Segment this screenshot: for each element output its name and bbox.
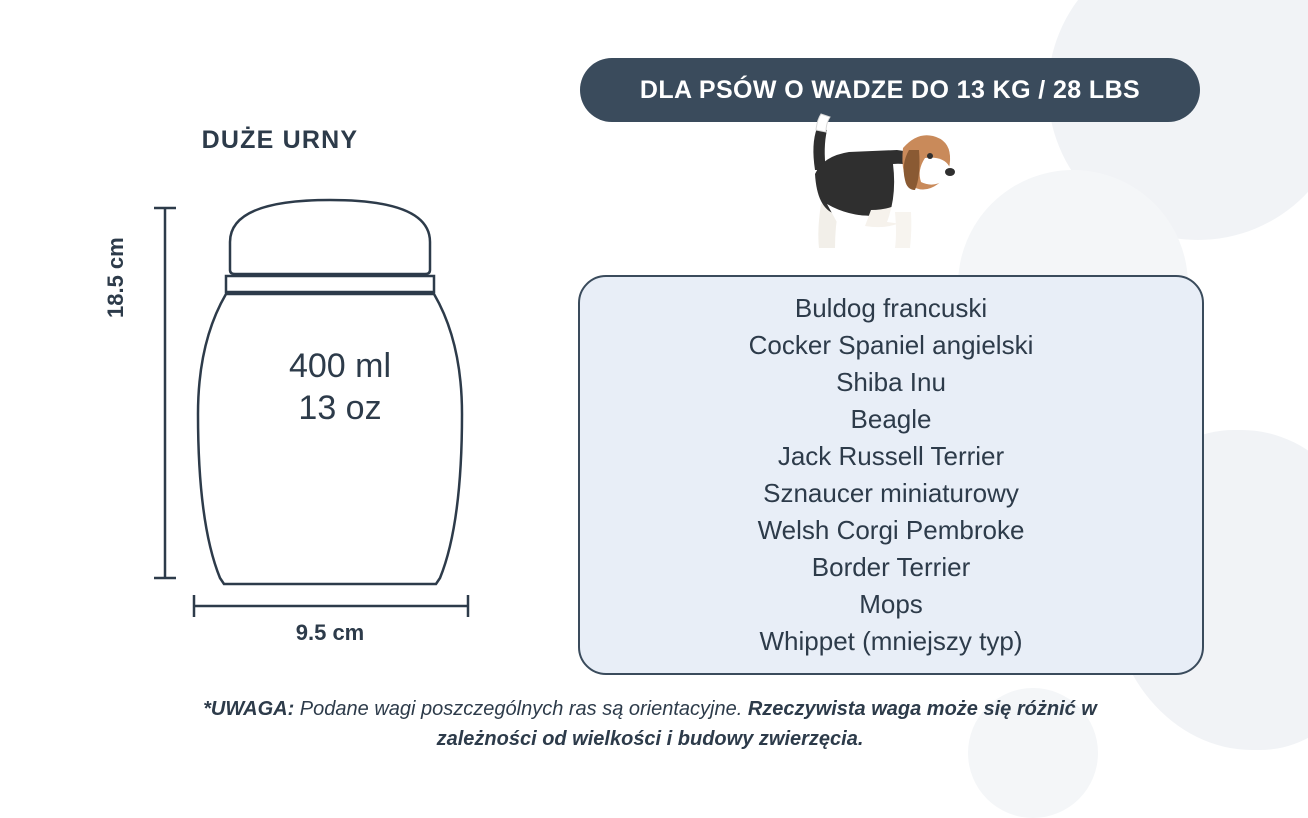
breeds-list-box	[578, 275, 1204, 675]
list-item: Shiba Inu	[836, 367, 946, 397]
urn-title: DUŻE URNY	[201, 126, 359, 154]
footnote-lead: *UWAGA:	[203, 698, 295, 720]
weight-banner-text: DLA PSÓW O WADZE DO 13 KG / 28 LBS	[639, 75, 1141, 104]
beagle-dog-illustration	[775, 112, 955, 272]
urn-neck	[226, 276, 434, 292]
list-item: Cocker Spaniel angielski	[748, 330, 1034, 360]
urn-volume-label	[205, 345, 475, 429]
list-item: Beagle	[850, 404, 932, 434]
list-item: Whippet (mniejszy typ)	[759, 626, 1023, 656]
list-item: Border Terrier	[811, 552, 971, 582]
urn-volume-oz: 13 oz	[298, 389, 382, 427]
list-item: Jack Russell Terrier	[777, 441, 1005, 471]
height-dimension-line	[154, 208, 176, 578]
urn-width-label: 9.5 cm	[295, 620, 365, 645]
breeds-panel	[560, 0, 1308, 788]
urn-body	[198, 294, 462, 584]
urn-diagram-panel	[0, 0, 560, 788]
list-item: Buldog francuski	[794, 293, 988, 323]
list-item: Mops	[859, 589, 923, 619]
urn-height-label: 18.5 cm	[103, 237, 128, 318]
width-dimension-line	[194, 595, 468, 617]
list-item: Sznaucer miniaturowy	[763, 478, 1019, 508]
urn-lid	[230, 200, 430, 274]
urn-drawing	[150, 190, 510, 660]
list-item: Welsh Corgi Pembroke	[757, 515, 1025, 545]
footnote	[180, 694, 1120, 754]
footnote-mid: Podane wagi poszczególnych ras są orientacyjne.	[294, 698, 748, 720]
beagle-dog-icon	[775, 112, 955, 272]
urn-volume-ml: 400 ml	[288, 347, 392, 385]
footnote-emphasis: Rzeczywista waga może się różnić w zależności od wielkości i budowy zwierzęcia.	[436, 698, 1097, 750]
